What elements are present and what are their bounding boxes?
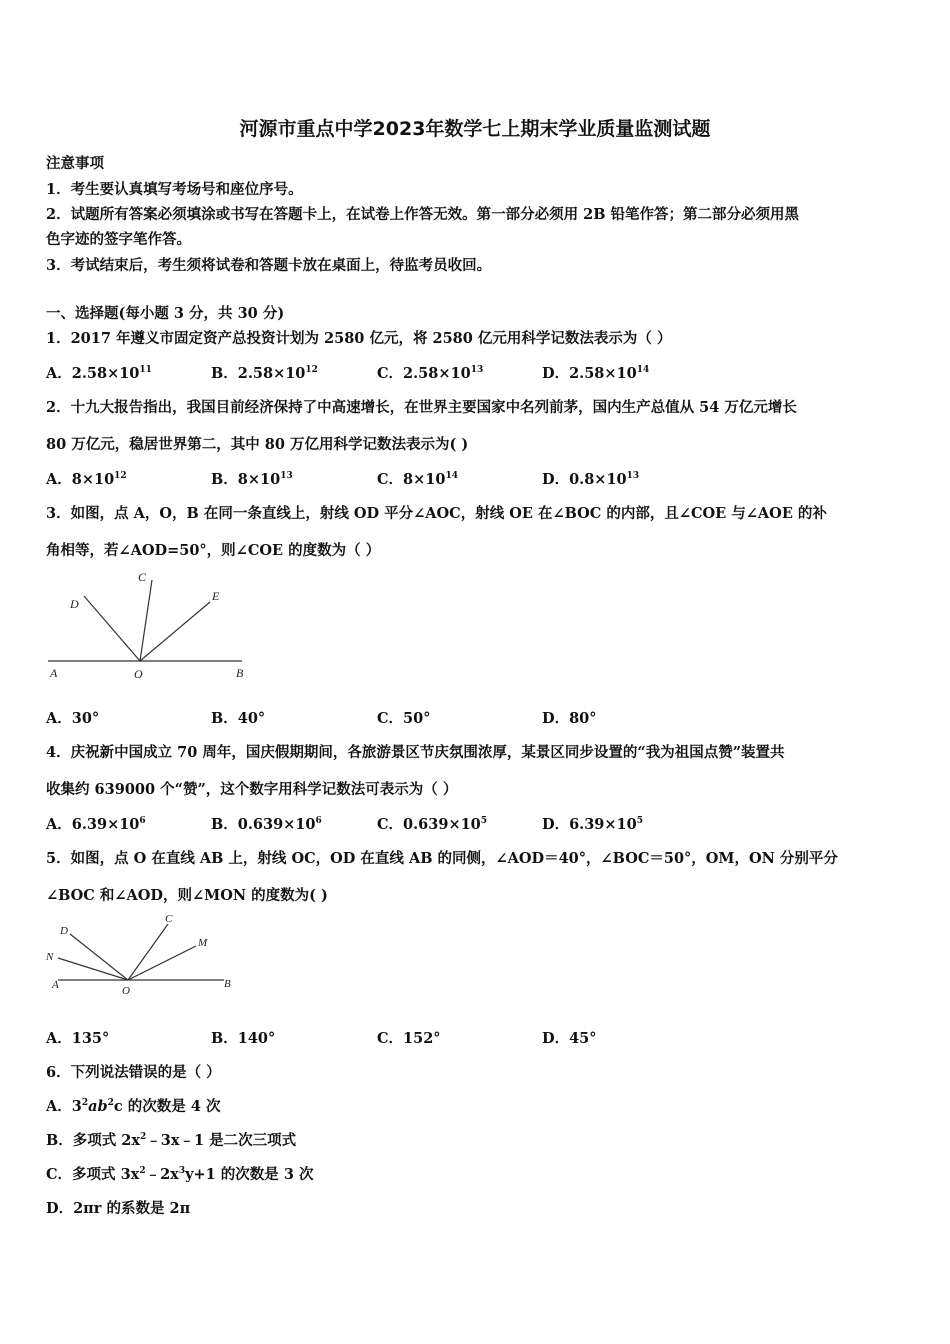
- q3-option-a: A．30°: [46, 710, 100, 727]
- q6-option-d: D．2πr 的系数是 2π: [46, 1200, 191, 1217]
- notice-item-2-line2: 色字迹的签字笔作答。: [46, 231, 191, 248]
- label-m: M: [198, 937, 208, 949]
- question-5-line1: 5．如图，点 O 在直线 AB 上，射线 OC，OD 在直线 AB 的同侧，∠AOD＝40°，∠BOC＝50°，OM，ON 分别平分: [46, 850, 838, 867]
- label-c: C: [138, 570, 147, 584]
- label-a: A: [50, 666, 58, 680]
- q1-option-a: A．$2.58\times 10^{11}$: [46, 365, 152, 382]
- ray-on: [58, 958, 128, 980]
- question-5-figure: [44, 910, 244, 1000]
- notice-heading: 注意事项: [46, 155, 104, 172]
- question-3-line2: 角相等，若∠AOD=50°，则∠COE 的度数为（ ）: [46, 542, 381, 559]
- q3-option-d: D．80°: [542, 710, 597, 727]
- q2-option-b: B．$8\times 10^{13}$: [211, 471, 293, 488]
- notice-item-3: 3．考试结束后，考生须将试卷和答题卡放在桌面上，待监考员收回。: [46, 257, 492, 274]
- q4-option-a: A．$6.39\times 10^6$: [46, 816, 146, 833]
- q4-option-d: D．$6.39\times 10^5$: [542, 816, 643, 833]
- ray-od: [84, 596, 140, 661]
- q2-option-a: A．$8\times 10^{12}$: [46, 471, 127, 488]
- label-o: O: [134, 667, 143, 681]
- label-e: E: [212, 589, 220, 603]
- q6-option-a: A．$3^2ab^2c$ 的次数是 4 次: [46, 1098, 221, 1115]
- q4-option-b: B．$0.639\times 10^6$: [211, 816, 322, 833]
- label-a: A: [52, 979, 59, 991]
- q5-option-a: A．135°: [46, 1030, 110, 1047]
- ray-oe: [140, 602, 210, 661]
- q1-option-d: D．$2.58\times 10^{14}$: [542, 365, 650, 382]
- question-6-stem: 6．下列说法错误的是（ ）: [46, 1064, 221, 1081]
- q5-option-d: D．45°: [542, 1030, 597, 1047]
- question-3-figure: [44, 566, 264, 686]
- question-1-stem: 1．2017 年遵义市固定资产总投资计划为 2580 亿元，将 2580 亿元用科学记数法表示为（ ）: [46, 330, 672, 347]
- question-2-line1: 2．十九大报告指出，我国目前经济保持了中高速增长，在世界主要国家中名列前茅，国内生产总值从 54 万亿元增长: [46, 399, 797, 416]
- q4-option-c: C．$0.639\times 10^5$: [377, 816, 488, 833]
- question-3-line1: 3．如图，点 A，O，B 在同一条直线上，射线 OD 平分∠AOC，射线 OE 在∠BOC 的内部，且∠COE 与∠AOE 的补: [46, 505, 827, 522]
- q2-option-d: D．$0.8\times 10^{13}$: [542, 471, 640, 488]
- label-b: B: [224, 978, 231, 990]
- q6-option-c: C．多项式 $3x^2﹣2x^3y+1$ 的次数是 3 次: [46, 1166, 314, 1183]
- notice-item-1: 1．考生要认真填写考场号和座位序号。: [46, 181, 303, 198]
- question-5-line2: ∠BOC 和∠AOD，则∠MON 的度数为( ): [46, 887, 328, 904]
- q1-option-b: B．$2.58\times 10^{12}$: [211, 365, 318, 382]
- label-o: O: [122, 985, 130, 997]
- q5-option-c: C．152°: [377, 1030, 441, 1047]
- ray-om: [128, 946, 196, 980]
- question-4-line2: 收集约 639000 个“赞”，这个数字用科学记数法可表示为（ ）: [46, 781, 458, 798]
- page-title: 河源市重点中学2023年数学七上期末学业质量监测试题: [239, 118, 711, 140]
- label-d: D: [70, 597, 79, 611]
- q3-option-c: C．50°: [377, 710, 431, 727]
- ray-oc: [140, 580, 152, 661]
- ray-oc: [128, 924, 168, 980]
- notice-item-2-line1: 2．试题所有答案必须填涂或书写在答题卡上，在试卷上作答无效。第一部分必须用 2B 铅笔作答；第二部分必须用黑: [46, 206, 800, 223]
- question-2-line2: 80 万亿元，稳居世界第二，其中 80 万亿用科学记数法表示为( ): [46, 436, 469, 453]
- section-heading: 一、选择题(每小题 3 分，共 30 分): [46, 305, 285, 322]
- q6-option-b: B．多项式 $2x^2﹣3x﹣1$ 是二次三项式: [46, 1132, 297, 1149]
- label-n: N: [46, 951, 54, 963]
- q3-option-b: B．40°: [211, 710, 266, 727]
- question-4-line1: 4．庆祝新中国成立 70 周年，国庆假期期间，各旅游景区节庆氛围浓厚，某景区同步设置的“我为祖国点赞”装置共: [46, 744, 785, 761]
- q2-option-c: C．$8\times 10^{14}$: [377, 471, 458, 488]
- label-b: B: [236, 666, 244, 680]
- label-d: D: [60, 925, 68, 937]
- q5-option-b: B．140°: [211, 1030, 276, 1047]
- ray-od: [70, 934, 128, 980]
- q1-option-c: C．$2.58\times 10^{13}$: [377, 365, 484, 382]
- label-c: C: [165, 913, 173, 925]
